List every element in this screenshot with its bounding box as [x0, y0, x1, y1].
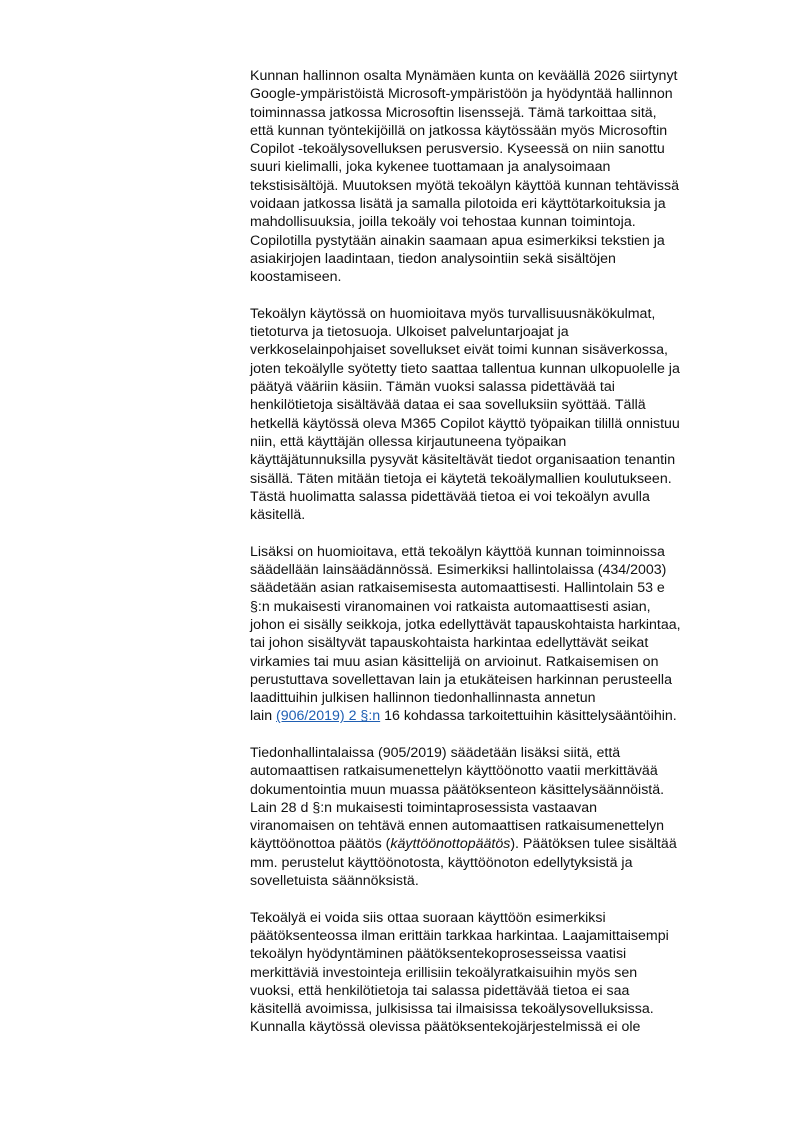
text-line — [250, 543, 742, 561]
text-line — [250, 872, 742, 890]
text-segment: Tekoälyn käytössä on huomioitava myös turvallisuusnäkökulmat, — [250, 305, 656, 322]
text-line — [250, 744, 742, 762]
paragraph — [250, 744, 742, 890]
text-line — [250, 982, 742, 1000]
text-line — [250, 158, 742, 176]
text-line — [250, 67, 742, 85]
text-segment: tai johon sisältyvät tapauskohtaista harkintaa edellyttävät seikat — [250, 635, 649, 652]
text-line — [250, 470, 742, 488]
text-line — [250, 653, 742, 671]
text-line — [250, 396, 742, 414]
text-segment: 16 kohdassa tarkoitettuihin käsittelysääntöihin. — [380, 708, 677, 725]
text-segment: sisällä. Täten mitään tietoja ei käytetä tekoälymallien koulutukseen. — [250, 470, 672, 487]
text-line — [250, 250, 742, 268]
text-line — [250, 1000, 742, 1018]
text-line — [250, 341, 742, 359]
text-segment: automaattisen ratkaisumenettelyn käyttöönotto vaatii merkittävää — [250, 763, 658, 780]
text-line — [250, 1018, 742, 1036]
text-segment: vuoksi, että henkilötietoja tai salassa pidettävää tietoa ei saa — [250, 982, 630, 999]
document-body — [250, 67, 742, 1055]
law-reference-link[interactable]: (906/2019) 2 §:n — [276, 708, 381, 725]
text-segment: Lisäksi on huomioitava, että tekoälyn käyttöä kunnan toiminnoissa — [250, 543, 665, 560]
text-line — [250, 451, 742, 469]
emphasized-term: käyttöönottopäätös — [390, 836, 511, 853]
paragraph — [250, 543, 742, 726]
text-line — [250, 616, 742, 634]
text-segment: niin, että käyttäjän ollessa kirjautuneena työpaikan — [250, 433, 567, 450]
text-segment: verkkoselainpohjaiset sovellukset eivät toimi kunnan sisäverkossa, — [250, 342, 668, 359]
text-segment: että kunnan työntekijöillä on jatkossa käytössään myös Microsoftin — [250, 122, 668, 139]
text-line — [250, 433, 742, 451]
text-segment: mahdollisuuksia, joilla tekoäly voi tehostaa kunnan toimintoja. — [250, 214, 636, 231]
text-line — [250, 305, 742, 323]
text-line — [250, 964, 742, 982]
text-segment: virkamies tai muu asian käsittelijä on arvioinut. Ratkaisemisen on — [250, 653, 659, 670]
text-segment: asiakirjojen laadintaan, tiedon analysointiin sekä sisältöjen — [250, 250, 616, 267]
text-line — [250, 762, 742, 780]
text-segment: päätyä vääriin käsiin. Tämän vuoksi salassa pidettävää tai — [250, 379, 615, 396]
text-segment: suuri kielimalli, joka kykenee tuottamaan ja analysoimaan — [250, 159, 611, 176]
text-segment: ). Päätöksen tulee sisältää — [510, 836, 677, 853]
text-segment: hetkellä käytössä oleva M365 Copilot käyttö työpaikan tilillä onnistuu — [250, 415, 680, 432]
text-line — [250, 213, 742, 231]
text-line — [250, 909, 742, 927]
text-segment: joten tekoälylle syötetty tieto saattaa tallentua kunnan ulkopuolelle ja — [250, 360, 680, 377]
paragraph — [250, 305, 742, 525]
text-segment: merkittäviä investointeja erillisiin tekoälyratkaisuihin myös sen — [250, 964, 638, 981]
text-line — [250, 781, 742, 799]
text-line — [250, 85, 742, 103]
text-line — [250, 360, 742, 378]
text-line — [250, 268, 742, 286]
text-segment: Google-ympäristöistä Microsoft-ympäristöön ja hyödyntää hallinnon — [250, 86, 673, 103]
text-segment: viranomaisen on tehtävä ennen automaattisen ratkaisumenettelyn — [250, 818, 665, 835]
text-segment: Lain 28 d §:n mukaisesti toimintaprosessista vastaavan — [250, 799, 597, 816]
text-line — [250, 927, 742, 945]
text-segment: voidaan jatkossa lisätä ja samalla pilotoida eri käyttötarkoituksia ja — [250, 196, 666, 213]
text-segment: sovelletuista säännöksistä. — [250, 873, 419, 890]
text-line — [250, 415, 742, 433]
text-segment: säädetään asian ratkaisemisesta automaattisesti. Hallintolain 53 e — [250, 580, 665, 597]
text-segment: laadittuihin julkisen hallinnon tiedonhallinnasta annetun — [250, 690, 596, 707]
text-line — [250, 579, 742, 597]
text-line — [250, 232, 742, 250]
text-segment: Kunnan hallinnon osalta Mynämäen kunta on keväällä 2026 siirtynyt — [250, 68, 678, 84]
text-line — [250, 671, 742, 689]
text-line — [250, 195, 742, 213]
text-segment: perustuttava sovellettavan lain ja etukäteisen harkinnan perusteella — [250, 671, 672, 688]
text-segment: Copilot -tekoälysovelluksen perusversio. Kyseessä on niin sanottu — [250, 141, 665, 158]
text-segment: henkilötietoja sisältävää dataa ei saa sovelluksiin syöttää. Tällä — [250, 397, 646, 414]
text-line — [250, 323, 742, 341]
text-segment: tekstisisältöjä. Muutoksen myötä tekoälyn käyttöä kunnan tehtävissä — [250, 177, 680, 194]
text-segment: päätöksenteossa ilman erittäin tarkkaa harkintaa. Laajamittaisempi — [250, 927, 669, 944]
text-segment: tietoturva ja tietosuoja. Ulkoiset palveluntarjoajat ja — [250, 324, 569, 341]
text-line — [250, 122, 742, 140]
text-line — [250, 817, 742, 835]
paragraph — [250, 67, 742, 287]
paragraph — [250, 909, 742, 1037]
text-line — [250, 177, 742, 195]
text-segment: käsitellä. — [250, 507, 306, 524]
text-segment: koostamiseen. — [250, 269, 342, 286]
text-segment: mm. perustelut käyttöönotosta, käyttöönoton edellytyksistä ja — [250, 854, 633, 871]
text-segment: Kunnalla käytössä olevissa päätöksentekojärjestelmissä ei ole — [250, 1019, 641, 1036]
text-segment: säädellään lainsäädännössä. Esimerkiksi hallintolaissa (434/2003) — [250, 562, 667, 579]
text-segment: toiminnassa jatkossa Microsoftin lisenssejä. Tämä tarkoittaa sitä, — [250, 104, 657, 121]
text-segment: Tekoälyä ei voida siis ottaa suoraan käyttöön esimerkiksi — [250, 909, 606, 926]
text-segment: käyttäjätunnuksilla pysyvät käsiteltävät tiedot organisaation tenantin — [250, 452, 676, 469]
text-line — [250, 104, 742, 122]
text-line — [250, 598, 742, 616]
text-segment: §:n mukaisesti viranomainen voi ratkaista automaattisesti asian, — [250, 598, 651, 615]
text-line — [250, 140, 742, 158]
text-line — [250, 634, 742, 652]
text-segment: lain — [250, 708, 277, 725]
text-segment: johon ei sisälly seikkoja, jotka edellyttävät tapauskohtaista harkintaa, — [250, 616, 681, 633]
text-line — [250, 854, 742, 872]
text-line — [250, 506, 742, 524]
text-segment: Copilotilla pystytään ainakin saamaan apua esimerkiksi tekstien ja — [250, 232, 665, 249]
text-line — [250, 799, 742, 817]
text-line — [250, 945, 742, 963]
text-segment: käsitellä avoimissa, julkisissa tai ilmaisissa tekoälysovelluksissa. — [250, 1001, 654, 1018]
text-line — [250, 835, 742, 853]
text-segment: käyttöönottoa päätös ( — [250, 836, 391, 853]
text-line — [250, 707, 742, 725]
text-line — [250, 378, 742, 396]
text-line — [250, 488, 742, 506]
text-segment: Tästä huolimatta salassa pidettävää tietoa ei voi tekoälyn avulla — [250, 488, 650, 505]
text-line — [250, 561, 742, 579]
text-segment: dokumentointia muun muassa päätöksenteon käsittelysäännöistä. — [250, 781, 665, 798]
text-segment: tekoälyn hyödyntäminen päätöksentekoprosesseissa vaatisi — [250, 946, 627, 963]
text-segment: Tiedonhallintalaissa (905/2019) säädetään lisäksi siitä, että — [250, 744, 621, 761]
text-line — [250, 689, 742, 707]
